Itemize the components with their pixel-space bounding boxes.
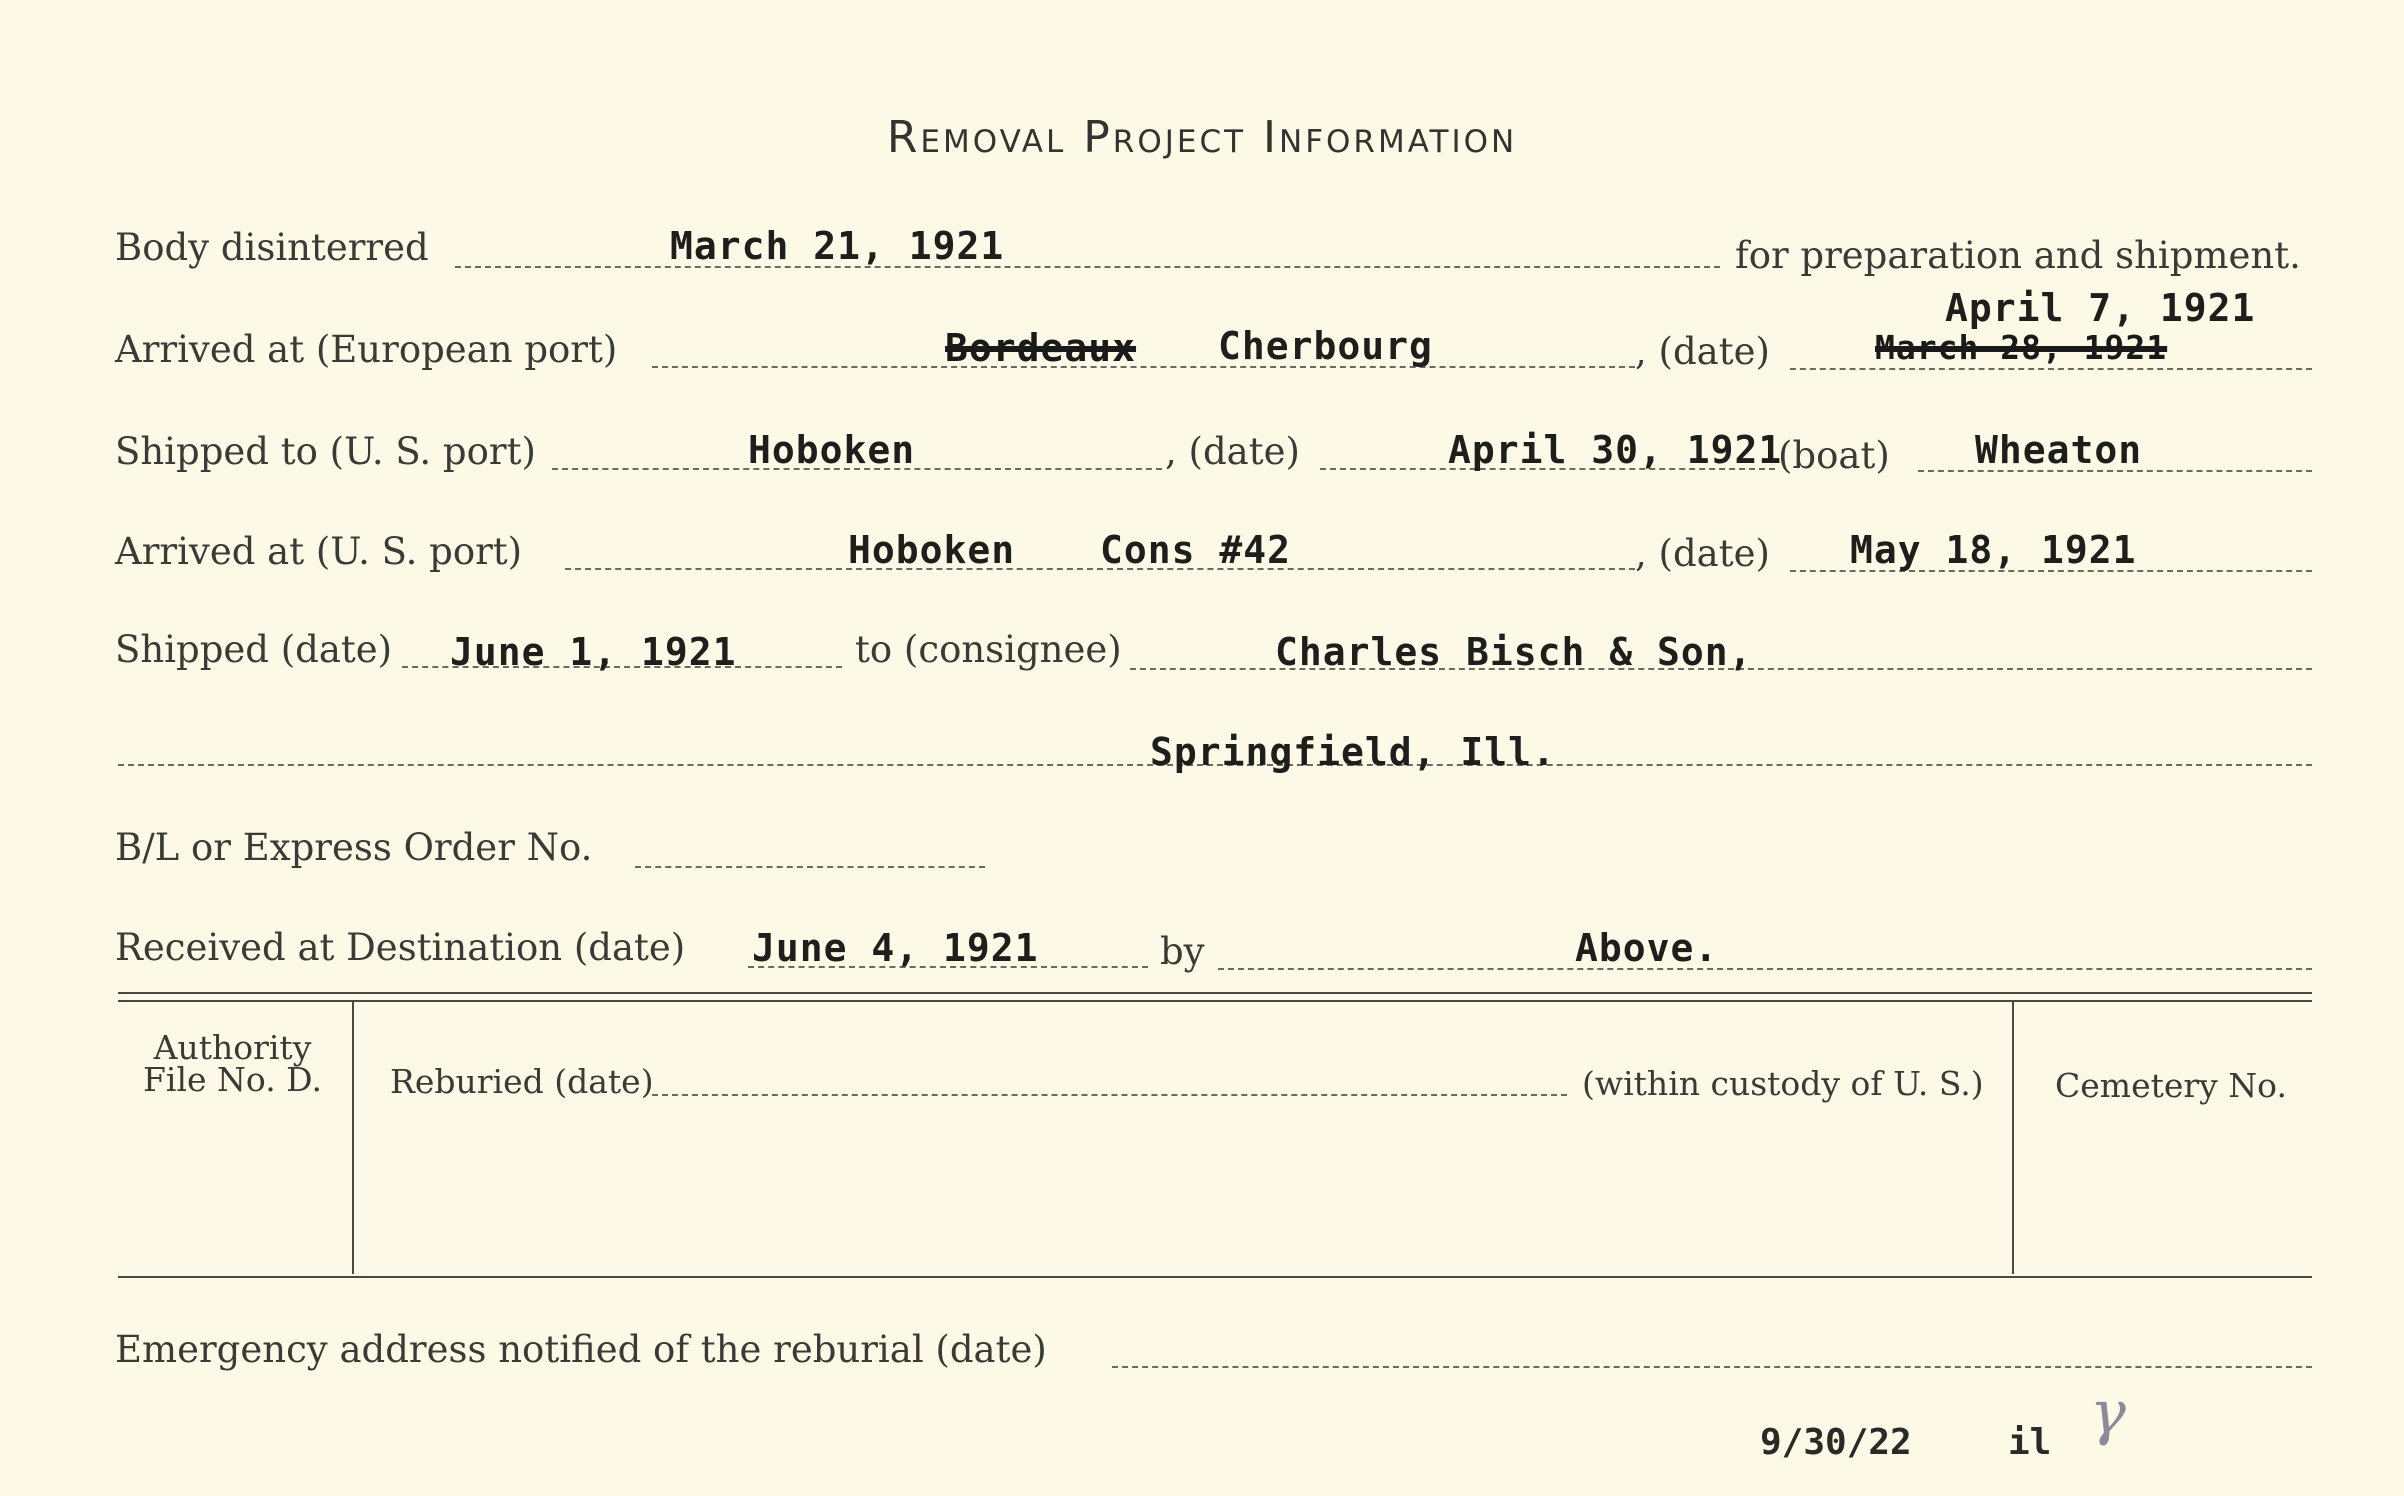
authority-label-line1: Authority — [153, 1028, 312, 1067]
arrived-us-date-label: , (date) — [1635, 532, 1770, 575]
received-by-value: Above. — [1575, 926, 1719, 970]
cemetery-no-label: Cemetery No. — [2055, 1066, 2287, 1105]
boat-label: (boat) — [1778, 434, 1890, 477]
initials: il — [2008, 1422, 2052, 1463]
reburied-line — [652, 1094, 1567, 1096]
stamp-date: 9/30/22 — [1760, 1422, 1912, 1463]
shipped-to-us-label: Shipped to (U. S. port) — [115, 430, 536, 473]
arrived-us-label: Arrived at (U. S. port) — [115, 530, 523, 573]
us-port-shipped-value: Hoboken — [748, 428, 916, 472]
arrived-european-line — [652, 366, 1635, 368]
european-date-struck-value: March 28, 1921 — [1875, 328, 2168, 367]
reburied-label: Reburied (date) — [390, 1062, 654, 1101]
table-bottom-rule — [118, 1276, 2312, 1278]
to-consignee-label: to (consignee) — [855, 628, 1122, 671]
european-date-new-value: April 7, 1921 — [1945, 286, 2256, 330]
european-date-line — [1790, 368, 2312, 370]
by-label: by — [1160, 930, 1205, 973]
disinterred-date-value: March 21, 1921 — [670, 224, 1005, 268]
for-preparation-label: for preparation and shipment. — [1735, 234, 2301, 277]
body-disinterred-label: Body disinterred — [115, 226, 429, 269]
us-arrived-date-value: May 18, 1921 — [1850, 528, 2137, 572]
page-title: Removal Project Information — [886, 112, 1518, 163]
european-port-value: Cherbourg — [1218, 324, 1433, 368]
us-port-arrived-value: Hoboken — [848, 528, 1016, 572]
shipped-date-value: April 30, 1921 — [1448, 428, 1783, 472]
arrived-european-label: Arrived at (European port) — [115, 328, 618, 371]
european-date-label: , (date) — [1635, 330, 1770, 373]
european-port-struck-value: Bordeaux — [945, 326, 1137, 370]
us-port-cons-value: Cons #42 — [1100, 528, 1292, 572]
shipped-date-label: , (date) — [1165, 430, 1300, 473]
emergency-line — [1112, 1366, 2312, 1368]
authority-label-line2: File No. D. — [143, 1060, 322, 1099]
handwritten-mark: γ — [2090, 1378, 2126, 1448]
received-date-value: June 4, 1921 — [752, 926, 1039, 970]
table-top-rule-2 — [118, 1000, 2312, 1002]
cemetery-divider — [2012, 1002, 2014, 1274]
within-custody-label: (within custody of U. S.) — [1582, 1064, 1984, 1103]
consignee-name-value: Charles Bisch & Son, — [1275, 630, 1753, 674]
bl-express-label: B/L or Express Order No. — [115, 826, 593, 869]
bl-express-line — [635, 866, 985, 868]
shipped-consignee-date-value: June 1, 1921 — [450, 630, 737, 674]
consignee-city-value: Springfield, Ill. — [1150, 730, 1556, 774]
emergency-label: Emergency address notified of the reburial (date) — [115, 1328, 1047, 1371]
body-disinterred-line — [455, 266, 1720, 268]
boat-value: Wheaton — [1975, 428, 2143, 472]
received-destination-label: Received at Destination (date) — [115, 926, 686, 969]
authority-divider — [352, 1002, 354, 1274]
table-top-rule-1 — [118, 992, 2312, 994]
shipped-consignee-date-label: Shipped (date) — [115, 628, 393, 671]
received-by-line — [1218, 968, 2312, 970]
